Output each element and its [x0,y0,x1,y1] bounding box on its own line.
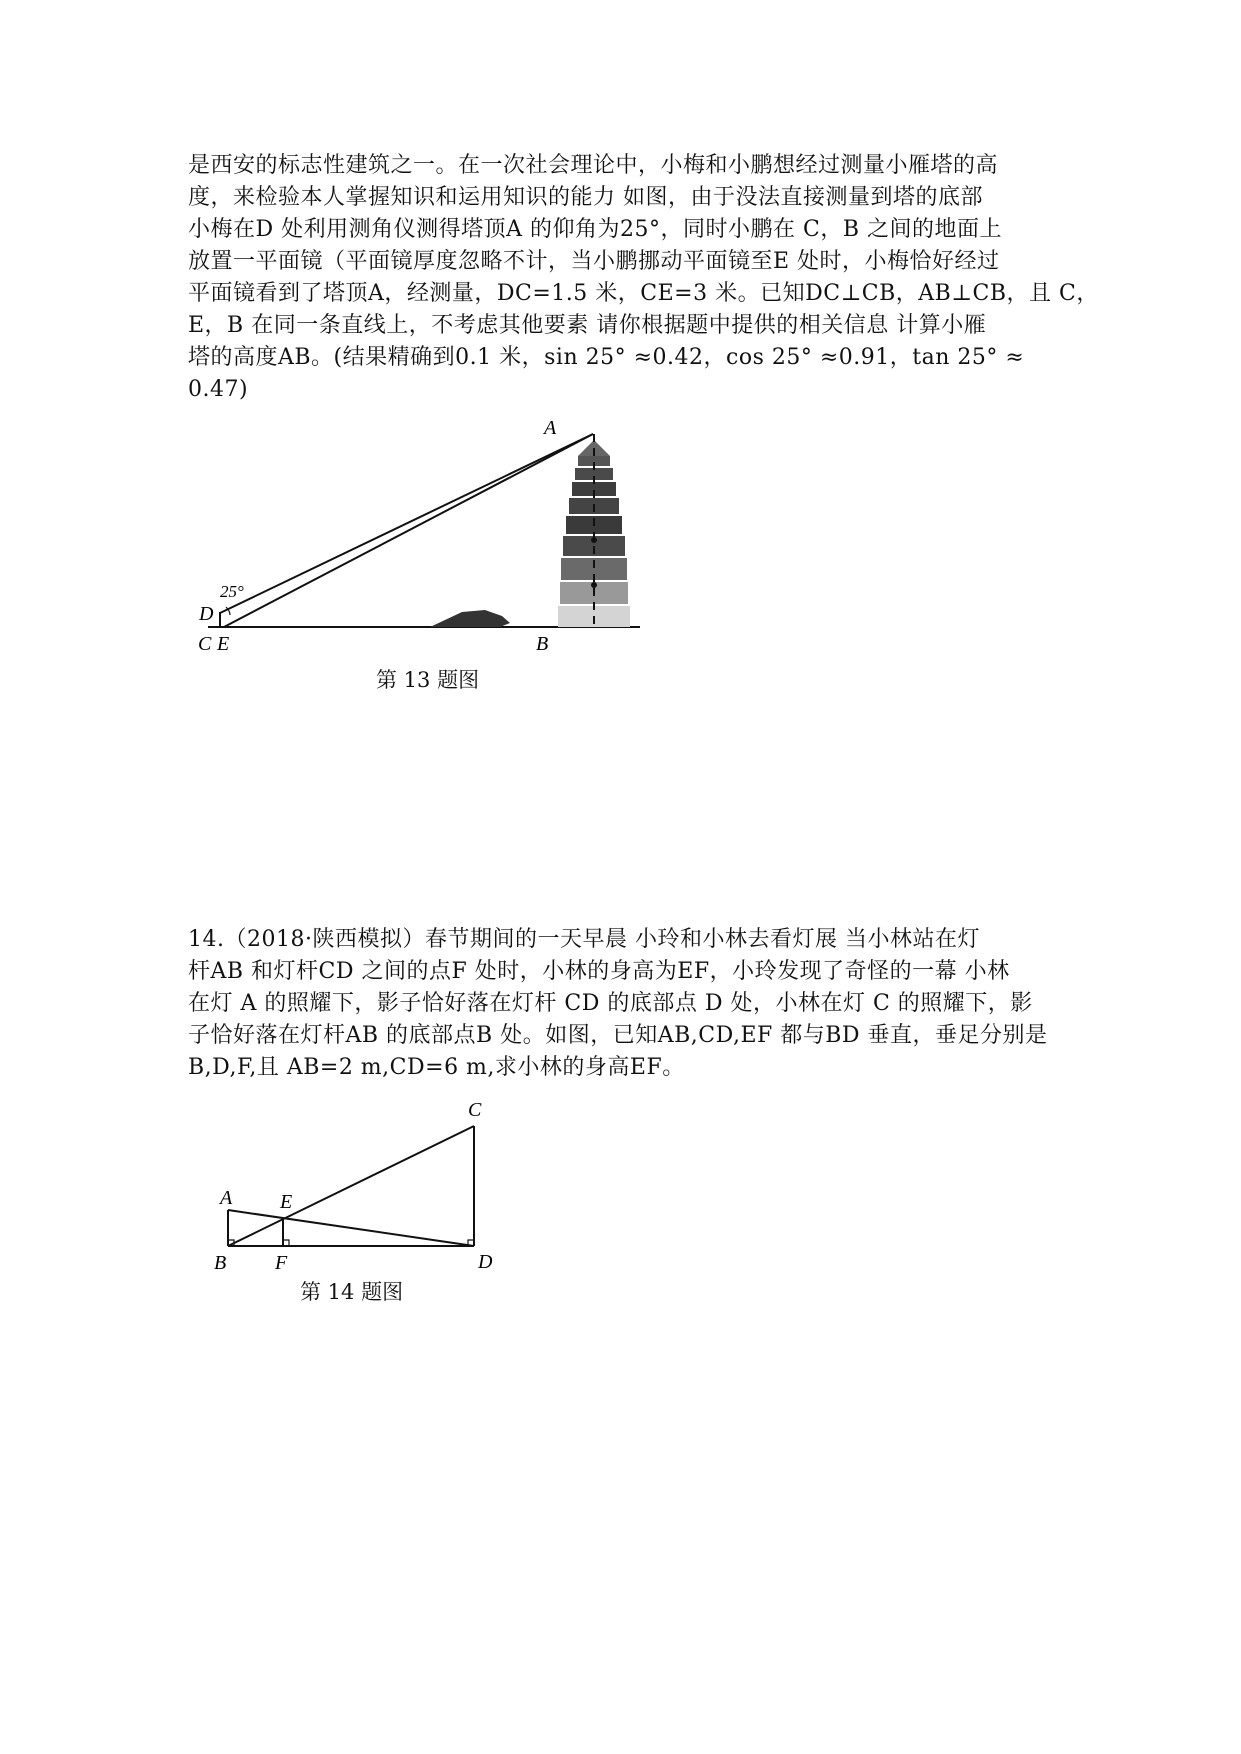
problem-14-text [188,924,1068,1084]
label-D: D [478,1251,493,1273]
text-line: 0.47) [188,377,249,402]
label-F: F [275,1252,288,1274]
figure-13 [198,417,670,664]
text-line: 小梅在D 处利用测角仪测得塔顶A 的仰角为25°，同时小鹏在 C，B 之间的地面上 [188,217,1002,242]
text-line: 子恰好落在灯杆AB 的底部点B 处。如图，已知AB,CD,EF 都与BD 垂直，垂足分别是 [188,1023,1048,1048]
text-line: 14.（2018·陕西模拟）春节期间的一天早晨 小玲和小林去看灯展 当小林站在灯 [188,927,980,952]
label-A: A [220,1187,233,1209]
label-A: A [544,417,557,439]
figure-13-caption: 第 13 题图 [376,668,480,692]
figure-13-svg [198,417,670,660]
figure-14-svg [210,1092,510,1272]
figure-14-caption: 第 14 题图 [300,1280,404,1304]
label-B: B [536,633,549,655]
mirror-object [430,610,510,627]
sight-line-EA [224,434,593,627]
text-line: 塔的高度AB。(结果精确到0.1 米，sin 25° ≈0.42，cos 25° ≈0.91，tan 25° ≈ [188,345,1025,370]
text-line: 度，来检验本人掌握知识和运用知识的能力 如图，由于没法直接测量到塔的底部 [188,185,983,210]
label-B: B [214,1252,227,1274]
label-C: C [468,1099,482,1121]
text-line: 是西安的标志性建筑之一。在一次社会理论中，小梅和小鹏想经过测量小雁塔的高 [188,153,999,178]
text-line: 平面镜看到了塔顶A，经测量，DC=1.5 米，CE=3 米。已知DC⊥CB，AB⊥CB，且 C， [188,281,1099,306]
text-line: 在灯 A 的照耀下，影子恰好落在灯杆 CD 的底部点 D 处，小林在灯 C 的照耀下，影 [188,991,1033,1016]
label-D: D [199,603,214,625]
angle-label: 25° [220,582,244,601]
text-line: 杆AB 和灯杆CD 之间的点F 处时，小林的身高为EF，小玲发现了奇怪的一幕 小林 [188,959,1010,984]
pagoda-illustration [558,434,630,627]
label-E: E [217,633,230,655]
problem-13-text [188,150,1099,406]
text-line: B,D,F,且 AB=2 m,CD=6 m,求小林的身高EF。 [188,1055,685,1080]
sight-line-DA [220,434,593,613]
text-line: 放置一平面镜（平面镜厚度忽略不计，当小鹏挪动平面镜至E 处时，小梅恰好经过 [188,249,1000,274]
figure-14 [210,1092,510,1276]
label-C: C [198,633,212,655]
text-line: E，B 在同一条直线上，不考虑其他要素 请你根据题中提供的相关信息 计算小雁 [188,313,987,338]
label-E: E [280,1191,293,1213]
